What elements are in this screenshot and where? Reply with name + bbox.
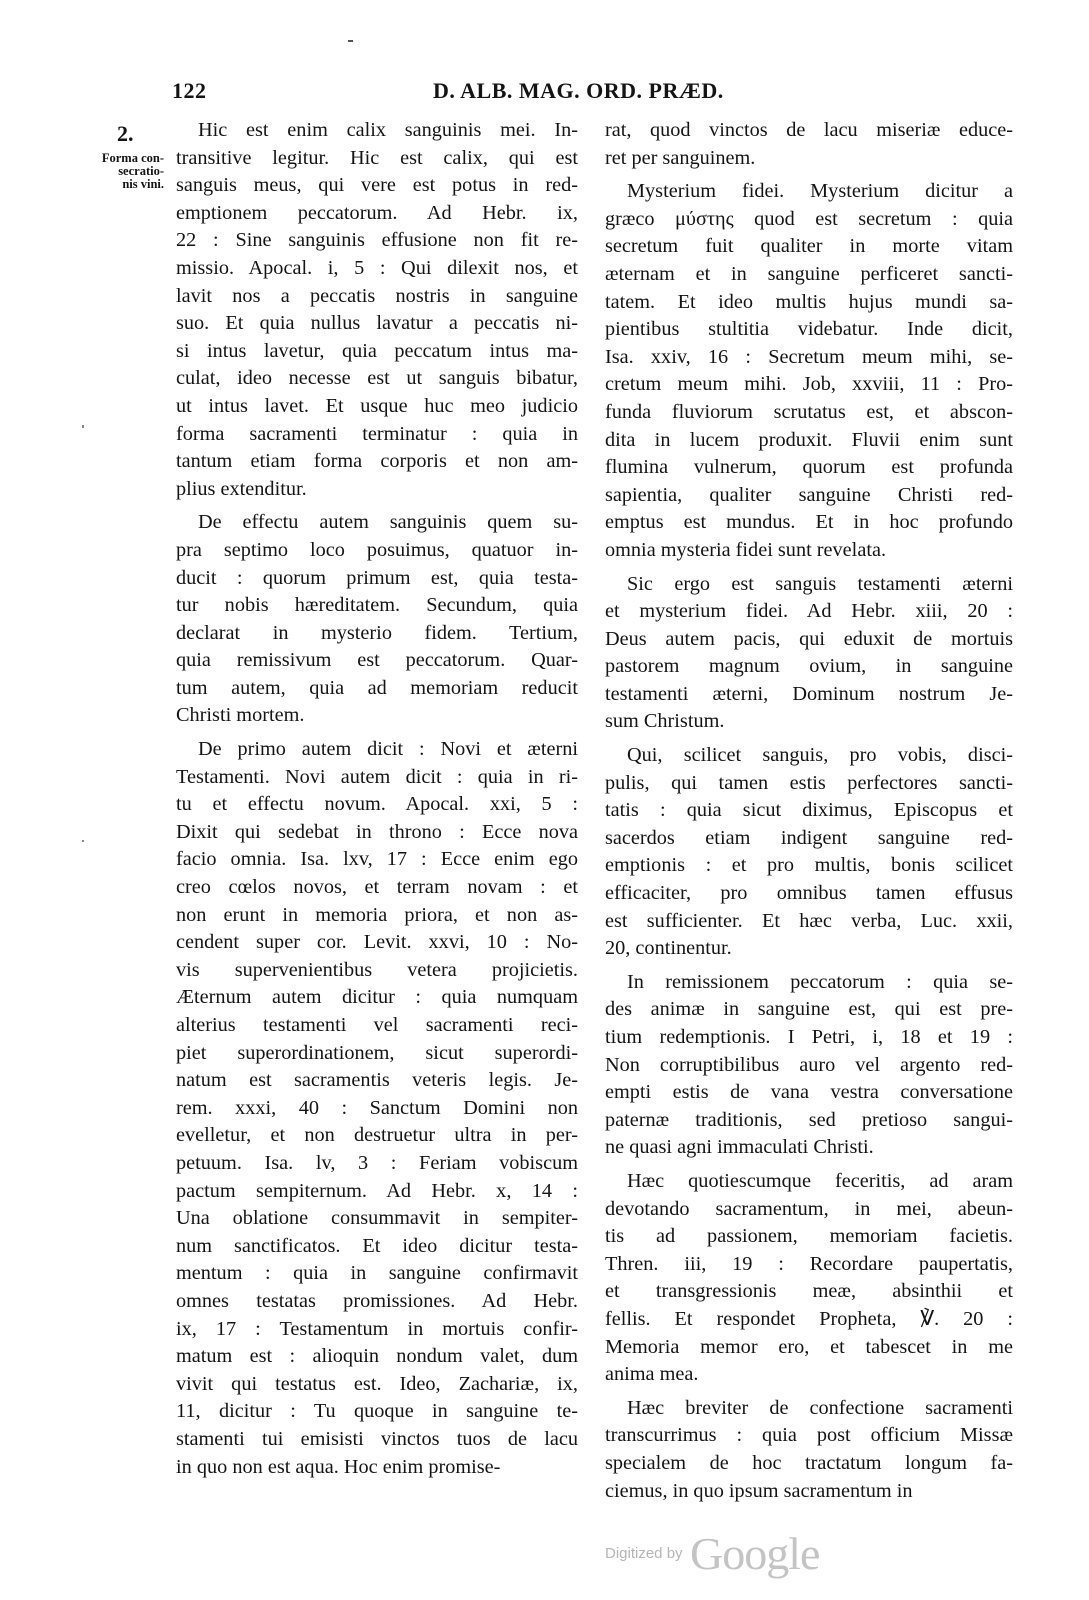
text-line: ut intus lavet. Et usque huc meo judicio	[176, 394, 578, 417]
text-line: fellis. Et respondet Propheta, ℣. 20 :	[605, 1307, 1013, 1330]
right-column	[605, 117, 1013, 1505]
text-line: Non corruptibilibus auro vel argento red-	[605, 1053, 1013, 1076]
text-line: testamenti æterni, Dominum nostrum Je-	[605, 682, 1013, 705]
text-line: 22 : Sine sanguinis effusione non fit re-	[176, 229, 578, 252]
text-line: si intus lavetur, quia peccatum intus ma-	[176, 339, 578, 362]
text-line: transcurrimus : quia post officium Missæ	[605, 1424, 1013, 1447]
text-line: Sic ergo est sanguis testamenti æterni	[627, 572, 1013, 595]
text-line: omnia mysteria fidei sunt revelata.	[605, 538, 887, 561]
margin-note	[84, 152, 164, 191]
paragraph	[176, 736, 578, 1481]
text-line: emptionis : et pro multis, bonis scilicet	[605, 854, 1013, 877]
text-line: declarat in mysterio fidem. Tertium,	[176, 621, 578, 644]
text-line: Dixit qui sedebat in throno : Ecce nova	[176, 820, 578, 843]
text-line: natum est sacramentis veteris legis. Je-	[176, 1069, 578, 1092]
text-line: empti estis de vana vestra conversatione	[605, 1081, 1013, 1104]
paragraph	[605, 969, 1013, 1162]
text-line: creo cœlos novos, et terram novam : et	[176, 876, 578, 899]
paragraph	[605, 1168, 1013, 1389]
running-header	[0, 78, 1089, 108]
paragraph	[605, 178, 1013, 564]
text-line: græco μύστης quod est secretum : quia	[605, 207, 1013, 230]
text-line: ne quasi agni immaculati Christi.	[605, 1136, 874, 1159]
text-line: cretum meum mihi. Job, xxviii, 11 : Pro-	[605, 373, 1013, 396]
text-line: paternæ traditionis, sed pretioso sangui-	[605, 1108, 1013, 1131]
paragraph	[605, 117, 1013, 172]
text-line: piet superordinationem, sicut superordi-	[176, 1041, 578, 1064]
text-line: matum est : alioquin nondum valet, dum	[176, 1345, 578, 1368]
text-line: forma sacramenti terminatur : quia in	[176, 422, 578, 445]
text-line: Hæc quotiescumque feceritis, ad aram	[627, 1169, 1013, 1192]
text-line: 20, continentur.	[605, 937, 732, 960]
text-line: facio omnia. Isa. lxv, 17 : Ecce enim ego	[176, 848, 578, 871]
page-number: 122	[172, 78, 207, 103]
text-line: ix, 17 : Testamentum in mortuis confir-	[176, 1317, 578, 1340]
text-line: pulis, qui tamen estis perfectores sancti-	[605, 771, 1013, 794]
text-line: vis supervenientibus vetera projicietis.	[176, 958, 578, 981]
text-line: vivit qui testatus est. Ideo, Zachariæ, ix,	[176, 1372, 578, 1395]
text-line: specialem de hoc tractatum longum fa-	[605, 1451, 1013, 1474]
text-line: lavit nos a peccatis nostris in sanguine	[176, 284, 578, 307]
text-line: efficaciter, pro omnibus tamen effusus	[605, 882, 1013, 905]
text-line: funda fluviorum scrutatus est, et abscon-	[605, 400, 1013, 423]
text-line: transitive legitur. Hic est calix, qui est	[176, 146, 578, 169]
text-line: Memoria memor ero, et tabescet in me	[605, 1335, 1013, 1358]
paragraph	[176, 117, 578, 503]
text-line: des animæ in sanguine est, qui est pre-	[605, 998, 1013, 1021]
text-line: evelletur, et non destruetur ultra in per-	[176, 1124, 578, 1147]
running-title: D. ALB. MAG. ORD. PRÆD.	[433, 78, 724, 103]
text-line: Isa. xxiv, 16 : Secretum meum mihi, se-	[605, 345, 1013, 368]
text-line: Hæc breviter de confectione sacramenti	[627, 1396, 1013, 1419]
text-line: secretum fuit qualiter in morte vitam	[605, 235, 1013, 258]
text-line: pra septimo loco posuimus, quatuor in-	[176, 538, 578, 561]
left-column	[176, 117, 578, 1481]
text-line: suo. Et quia nullus lavatur a peccatis ni-	[176, 312, 578, 335]
text-line: rem. xxxi, 40 : Sanctum Domini non	[176, 1096, 578, 1119]
text-line: plius extenditur.	[176, 477, 307, 500]
text-line: tatem. Et ideo multis hujus mundi sa-	[605, 290, 1013, 313]
google-logo: Google	[690, 1528, 820, 1579]
scan-mark	[348, 40, 353, 42]
section-number: 2.	[117, 121, 134, 146]
text-line: Qui, scilicet sanguis, pro vobis, disci-	[627, 744, 1013, 767]
text-line: sum Christum.	[605, 710, 725, 733]
text-line: missio. Apocal. i, 5 : Qui dilexit nos, et	[176, 256, 578, 279]
text-line: Æternum autem dicitur : quia numquam	[176, 986, 578, 1009]
text-line: non erunt in memoria priora, et non as-	[176, 903, 578, 926]
text-line: anima mea.	[605, 1363, 699, 1386]
text-line: tantum etiam forma corporis et non am-	[176, 450, 578, 473]
text-line: petuum. Isa. lv, 3 : Feriam vobiscum	[176, 1151, 578, 1174]
text-line: sapientia, qualiter sanguine Christi red-	[605, 483, 1013, 506]
text-line: emptionem peccatorum. Ad Hebr. ix,	[176, 201, 578, 224]
text-line: Thren. iii, 19 : Recordare paupertatis,	[605, 1252, 1013, 1275]
text-line: Testamenti. Novi autem dicit : quia in ri-	[176, 765, 578, 788]
paragraph	[605, 571, 1013, 737]
text-line: Christi mortem.	[176, 704, 305, 727]
margin-note-line: nis vini.	[122, 177, 164, 191]
text-line: flumina vulnerum, quorum est profunda	[605, 456, 1013, 479]
text-line: cendent super cor. Levit. xxvi, 10 : No-	[176, 931, 578, 954]
paragraph	[176, 509, 578, 730]
margin-note-line: secratio-	[118, 164, 164, 178]
text-line: rat, quod vinctos de lacu miseriæ educe-	[605, 119, 1013, 141]
text-line: ciemus, in quo ipsum sacramentum in	[605, 1479, 913, 1502]
text-line: alterius testamenti vel sacramenti reci-	[176, 1014, 578, 1036]
text-line: pactum sempiternum. Ad Hebr. x, 14 :	[176, 1179, 578, 1202]
text-line: in quo non est aqua. Hoc enim promise-	[176, 1455, 501, 1478]
text-line: dita in lucem produxit. Fluvii enim sunt	[605, 428, 1013, 451]
text-line: omnes testatas promissiones. Ad Hebr.	[176, 1289, 578, 1312]
text-line: tis ad passionem, memoriam facietis.	[605, 1225, 1013, 1248]
text-line: tum autem, quia ad memoriam reducit	[176, 676, 578, 699]
text-line: emptus est mundus. Et in hoc profundo	[605, 511, 1013, 534]
text-line: pientibus stultitia videbatur. Inde dicit,	[605, 318, 1013, 341]
text-line: et mysterium fidei. Ad Hebr. xiii, 20 :	[605, 600, 1013, 623]
text-line: tur nobis hæreditatem. Secundum, quia	[176, 594, 578, 617]
text-line: tatis : quia sicut diximus, Episcopus et	[605, 799, 1013, 822]
scan-speck	[82, 425, 84, 428]
text-line: stamenti tui emisisti vinctos tuos de lacu	[176, 1427, 578, 1450]
text-line: quia remissivum est peccatorum. Quar-	[176, 649, 578, 672]
text-line: culat, ideo necesse est ut sanguis bibatur,	[176, 367, 578, 390]
text-line: In remissionem peccatorum : quia se-	[627, 970, 1013, 993]
text-line: Mysterium fidei. Mysterium dicitur a	[627, 180, 1013, 203]
text-line: mentum : quia in sanguine confirmavit	[176, 1262, 578, 1285]
digitized-by-text: Digitized by	[605, 1545, 683, 1562]
text-line: Hic est enim calix sanguinis mei. In-	[198, 119, 578, 141]
paragraph	[605, 1395, 1013, 1505]
text-line: ducit : quorum primum est, quia testa-	[176, 566, 578, 589]
text-line: Deus autem pacis, qui eduxit de mortuis	[605, 627, 1013, 650]
text-line: æternam et in sanguine perficeret sancti-	[605, 262, 1013, 285]
text-line: est sufficienter. Et hæc verba, Luc. xxii,	[605, 909, 1013, 932]
text-line: ret per sanguinem.	[605, 146, 756, 169]
margin-note-line: Forma con-	[101, 151, 164, 165]
text-line: De effectu autem sanguinis quem su-	[198, 511, 578, 534]
digitization-watermark	[605, 1527, 865, 1577]
text-line: tium redemptionis. I Petri, i, 18 et 19 :	[605, 1026, 1013, 1048]
text-line: De primo autem dicit : Novi et æterni	[198, 738, 578, 761]
text-line: devotando sacramentum, in mei, abeun-	[605, 1197, 1013, 1220]
text-line: tu et effectu novum. Apocal. xxi, 5 :	[176, 793, 578, 816]
text-line: sanguis meus, qui vere est potus in red-	[176, 174, 578, 197]
text-line: Una oblatione consummavit in sempiter-	[176, 1207, 578, 1230]
text-line: pastorem magnum ovium, in sanguine	[605, 655, 1013, 678]
text-line: num sanctificatos. Et ideo dicitur testa-	[176, 1234, 578, 1257]
paragraph	[605, 742, 1013, 963]
scan-speck	[82, 840, 84, 842]
text-line: 11, dicitur : Tu quoque in sanguine te-	[176, 1400, 578, 1423]
text-line: et transgressionis meæ, absinthii et	[605, 1280, 1013, 1303]
text-line: sacerdos etiam indigent sanguine red-	[605, 826, 1013, 849]
